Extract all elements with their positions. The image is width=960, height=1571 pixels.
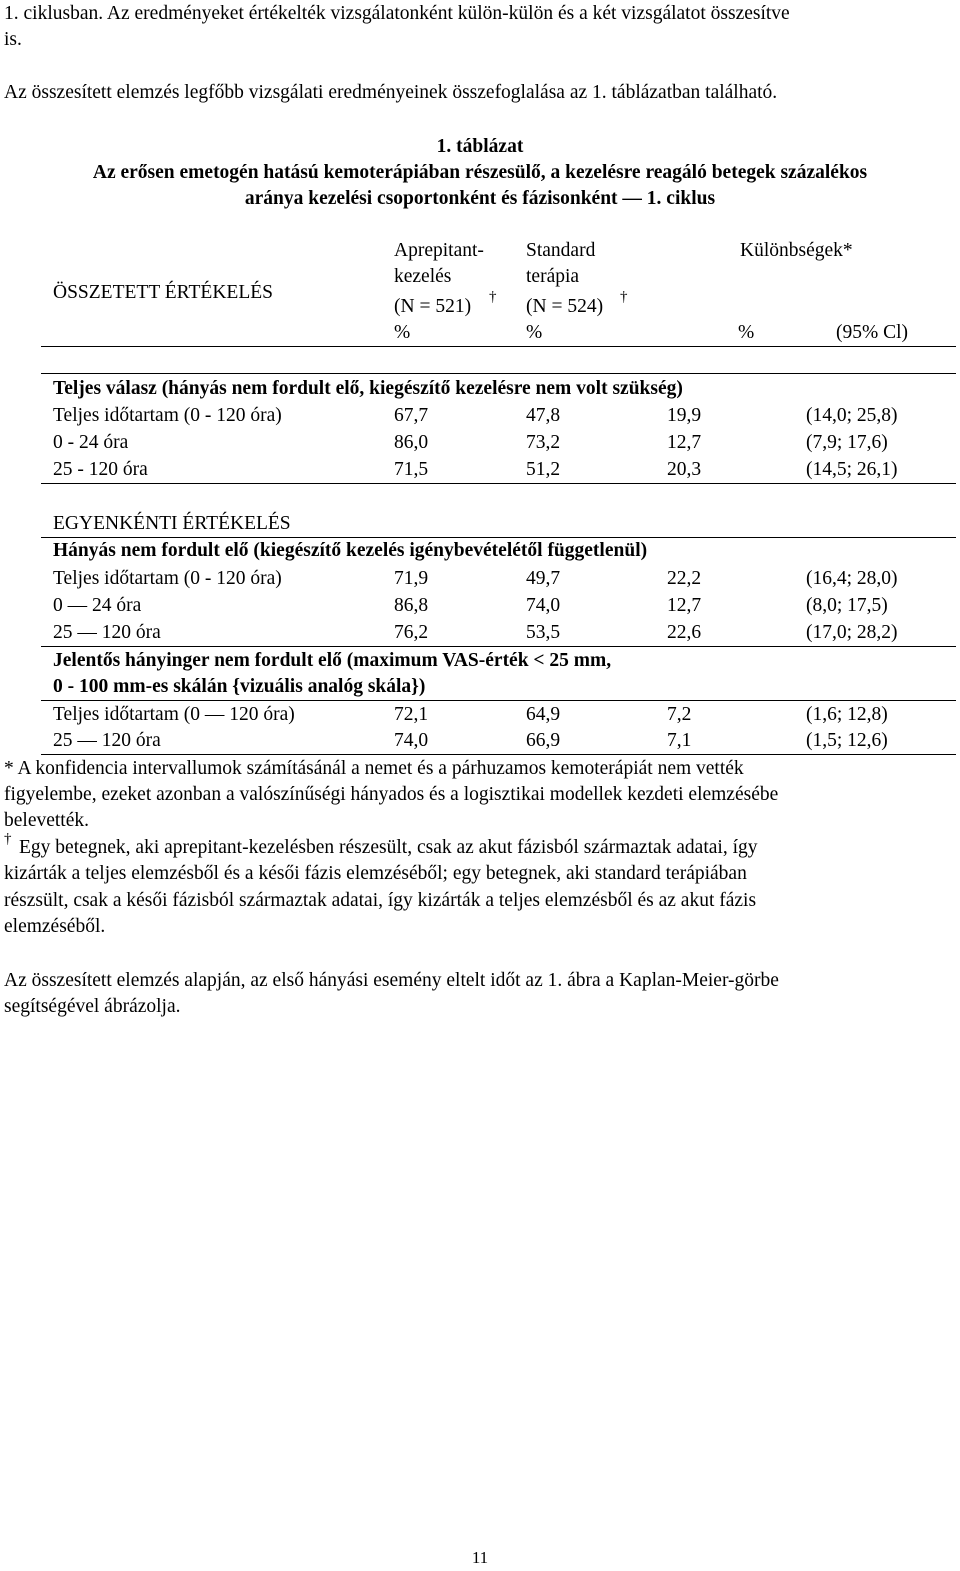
pct-difference: % (738, 322, 755, 343)
cell-aprepitant: 86,8 (394, 595, 429, 616)
pct-standard: % (526, 322, 543, 343)
cell-ci: (14,5; 26,1) (806, 459, 898, 480)
cell-difference: 12,7 (667, 432, 702, 453)
footnote-star-line-2: figyelembe, ezeket azonban a valószínűségi hányados és a logisztikai modellek kezdeti elemzésébe (4, 784, 779, 805)
row-label: Teljes időtartam (0 — 120 óra) (53, 704, 295, 725)
section3-title-line-2: 0 - 100 mm-es skálán {vizuális analóg skála}) (53, 676, 426, 697)
closing-line-2: segítségével ábrázolja. (4, 996, 181, 1017)
ci-header: (95% Cl) (836, 322, 909, 343)
cell-standard: 66,9 (526, 730, 561, 751)
closing-line-1: Az összesített elemzés alapján, az első hányási esemény eltelt időt az 1. ábra a Kaplan-Meier-görbe (4, 970, 779, 991)
footnote-star-line-3: belevették. (4, 810, 89, 831)
cell-aprepitant: 67,7 (394, 405, 429, 426)
cell-difference: 22,2 (667, 568, 702, 589)
row-label: 0 — 24 óra (53, 595, 142, 616)
footnote-dagger-line-1: Egy betegnek, aki aprepitant-kezelésben részesült, csak az akut fázisból származtak adatai, így (19, 837, 758, 858)
col-difference: Különbségek* (740, 240, 853, 261)
cell-aprepitant: 76,2 (394, 622, 429, 643)
intro-line-3: Az összesített elemzés legfőbb vizsgálati eredményeinek összefoglalása az 1. táblázatban található. (4, 82, 778, 103)
cell-aprepitant: 86,0 (394, 432, 429, 453)
cell-ci: (1,6; 12,8) (806, 704, 888, 725)
cell-standard: 53,5 (526, 622, 561, 643)
section1-top-rule (41, 373, 956, 374)
cell-aprepitant: 74,0 (394, 730, 429, 751)
table-label: 1. táblázat (436, 136, 524, 157)
cell-difference: 7,1 (667, 730, 692, 751)
cell-standard: 51,2 (526, 459, 561, 480)
table-title-line-2: aránya kezelési csoportonként és fázisonként — 1. ciklus (244, 188, 716, 209)
cell-ci: (14,0; 25,8) (806, 405, 898, 426)
cell-difference: 7,2 (667, 704, 692, 725)
section-heading-individual: EGYENKÉNTI ÉRTÉKELÉS (53, 513, 291, 534)
cell-aprepitant: 72,1 (394, 704, 429, 725)
footnote-dagger-line-3: részsült, csak a késői fázisból származtak adatai, így kizárták a teljes elemzésből és az akut fázis (4, 890, 757, 911)
intro-line-2: is. (4, 29, 22, 50)
footnote-star-line-1: * A konfidencia intervallumok számításánál a nemet és a párhuzamos kemoterápiát nem vették (4, 758, 744, 779)
col-standard-line-1: Standard (526, 240, 596, 261)
cell-standard: 64,9 (526, 704, 561, 725)
col-aprepitant-line-2: kezelés (394, 266, 452, 287)
section3-top-rule (41, 700, 956, 701)
cell-ci: (7,9; 17,6) (806, 432, 888, 453)
pct-aprepitant: % (394, 322, 411, 343)
page-number: 11 (471, 1548, 489, 1567)
row-label: 25 — 120 óra (53, 730, 161, 751)
section1-bottom-rule (41, 483, 956, 484)
cell-standard: 47,8 (526, 405, 561, 426)
section1-title: Teljes válasz (hányás nem fordult elő, kiegészítő kezelésre nem volt szükség) (53, 378, 683, 399)
section3-title-line-1: Jelentős hányinger nem fordult elő (maximum VAS-érték < 25 mm, (53, 650, 612, 671)
cell-difference: 22,6 (667, 622, 702, 643)
footnote-dagger-line-4: elemzéséből. (4, 916, 106, 937)
table-title-line-1: Az erősen emetogén hatású kemoterápiában részesülő, a kezelésre reagáló betegek százalékos (92, 162, 868, 183)
section2-bottom-rule (41, 646, 956, 647)
section2-title: Hányás nem fordult elő (kiegészítő kezelés igénybevételétől függetlenül) (53, 540, 648, 561)
cell-ci: (16,4; 28,0) (806, 568, 898, 589)
row-label: 0 - 24 óra (53, 432, 129, 453)
cell-standard: 74,0 (526, 595, 561, 616)
row-label: Teljes időtartam (0 - 120 óra) (53, 405, 282, 426)
dagger-mark-1: † (489, 289, 497, 305)
header-rule (41, 346, 956, 347)
cell-difference: 20,3 (667, 459, 702, 480)
cell-aprepitant: 71,5 (394, 459, 429, 480)
dagger-mark-2: † (620, 289, 628, 305)
section-heading-overall: ÖSSZETETT ÉRTÉKELÉS (53, 282, 273, 303)
intro-line-1: 1. ciklusban. Az eredményeket értékelték vizsgálatonként külön-külön és a két vizsgálatot összesítve (4, 3, 790, 24)
cell-ci: (17,0; 28,2) (806, 622, 898, 643)
row-label: 25 - 120 óra (53, 459, 148, 480)
cell-ci: (1,5; 12,6) (806, 730, 888, 751)
footnote-dagger-line-2: kizárták a teljes elemzésből és a késői fázis elemzéséből; egy betegnek, aki standard terápiában (4, 863, 747, 884)
col-standard-line-3: (N = 524) (526, 296, 604, 317)
cell-standard: 49,7 (526, 568, 561, 589)
col-standard-line-2: terápia (526, 266, 580, 287)
cell-standard: 73,2 (526, 432, 561, 453)
table-bottom-rule (41, 754, 956, 755)
row-label: 25 — 120 óra (53, 622, 161, 643)
col-aprepitant-line-3: (N = 521) (394, 296, 472, 317)
cell-difference: 19,9 (667, 405, 702, 426)
row-label: Teljes időtartam (0 - 120 óra) (53, 568, 282, 589)
cell-aprepitant: 71,9 (394, 568, 429, 589)
col-aprepitant-line-1: Aprepitant- (394, 240, 484, 261)
cell-difference: 12,7 (667, 595, 702, 616)
footnote-dagger-mark: † (4, 831, 12, 847)
cell-ci: (8,0; 17,5) (806, 595, 888, 616)
